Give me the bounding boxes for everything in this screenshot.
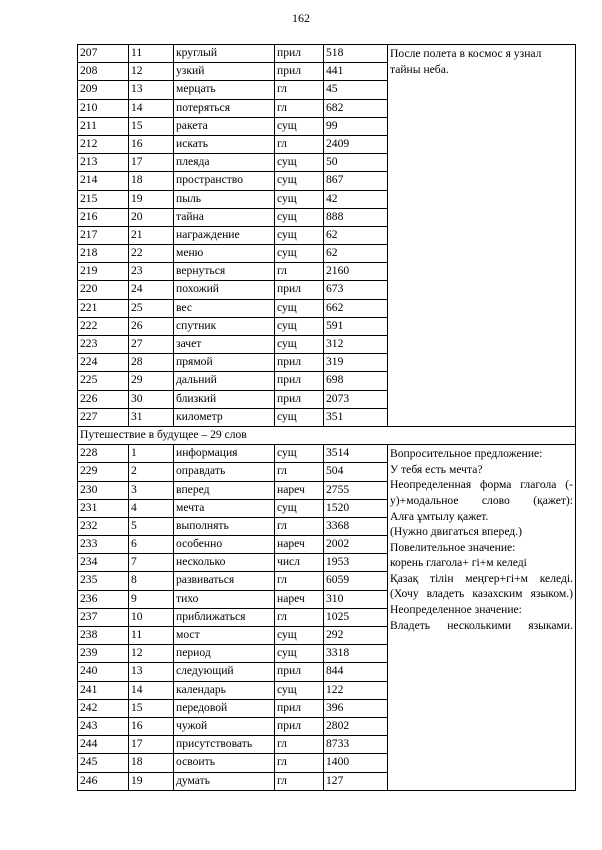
grammar-note-line: Вопросительное предложение: (390, 447, 543, 461)
grammar-note-line: (Нужно двигаться вперед.) (390, 525, 522, 539)
grammar-note-line: Повелительное значение: (390, 540, 516, 554)
frequency-cell: 2002 (324, 536, 388, 554)
part-of-speech-cell: сущ (275, 299, 324, 317)
frequency-cell: 2160 (324, 263, 388, 281)
lesson-index-cell: 3 (129, 481, 174, 499)
lesson-index-cell: 16 (129, 717, 174, 735)
lesson-index-cell: 7 (129, 554, 174, 572)
row-number-cell: 246 (78, 772, 129, 790)
frequency-cell: 2755 (324, 481, 388, 499)
row-number-cell: 232 (78, 517, 129, 535)
lesson-index-cell: 19 (129, 772, 174, 790)
row-number-cell: 239 (78, 645, 129, 663)
lesson-index-cell: 14 (129, 681, 174, 699)
frequency-cell: 504 (324, 463, 388, 481)
lesson-index-cell: 18 (129, 754, 174, 772)
row-number-cell: 218 (78, 245, 129, 263)
lesson-index-cell: 16 (129, 135, 174, 153)
word-cell: километр (174, 408, 275, 426)
part-of-speech-cell: гл (275, 81, 324, 99)
word-cell: вернуться (174, 263, 275, 281)
word-cell: ракета (174, 117, 275, 135)
part-of-speech-cell: сущ (275, 499, 324, 517)
lesson-index-cell: 2 (129, 463, 174, 481)
part-of-speech-cell: гл (275, 99, 324, 117)
row-number-cell: 211 (78, 117, 129, 135)
frequency-cell: 682 (324, 99, 388, 117)
frequency-cell: 99 (324, 117, 388, 135)
lesson-index-cell: 18 (129, 172, 174, 190)
part-of-speech-cell: прил (275, 699, 324, 717)
lesson-index-cell: 29 (129, 372, 174, 390)
row-number-cell: 242 (78, 699, 129, 717)
word-cell: информация (174, 445, 275, 463)
word-cell: зачет (174, 336, 275, 354)
frequency-cell: 292 (324, 627, 388, 645)
word-cell: близкий (174, 390, 275, 408)
row-number-cell: 238 (78, 627, 129, 645)
lesson-index-cell: 21 (129, 226, 174, 244)
lesson-index-cell: 11 (129, 627, 174, 645)
lesson-index-cell: 22 (129, 245, 174, 263)
frequency-cell: 351 (324, 408, 388, 426)
lesson-index-cell: 24 (129, 281, 174, 299)
row-number-cell: 221 (78, 299, 129, 317)
word-cell: мерцать (174, 81, 275, 99)
lesson-index-cell: 15 (129, 699, 174, 717)
lesson-index-cell: 20 (129, 208, 174, 226)
row-number-cell: 230 (78, 481, 129, 499)
lesson-index-cell: 12 (129, 63, 174, 81)
row-number-cell: 236 (78, 590, 129, 608)
grammar-note-line: У тебя есть мечта? (390, 462, 483, 476)
frequency-cell: 673 (324, 281, 388, 299)
part-of-speech-cell: сущ (275, 336, 324, 354)
frequency-cell: 591 (324, 317, 388, 335)
lesson-index-cell: 1 (129, 445, 174, 463)
lesson-index-cell: 13 (129, 663, 174, 681)
frequency-cell: 1520 (324, 499, 388, 517)
part-of-speech-cell: числ (275, 554, 324, 572)
word-cell: узкий (174, 63, 275, 81)
frequency-cell: 312 (324, 336, 388, 354)
table-row (78, 445, 576, 463)
row-number-cell: 214 (78, 172, 129, 190)
vocabulary-table (77, 44, 576, 791)
part-of-speech-cell: сущ (275, 645, 324, 663)
frequency-cell: 662 (324, 299, 388, 317)
frequency-cell: 441 (324, 63, 388, 81)
frequency-cell: 127 (324, 772, 388, 790)
word-cell: думать (174, 772, 275, 790)
lesson-index-cell: 30 (129, 390, 174, 408)
word-cell: прямой (174, 354, 275, 372)
word-cell: пыль (174, 190, 275, 208)
row-number-cell: 222 (78, 317, 129, 335)
part-of-speech-cell: нареч (275, 590, 324, 608)
word-cell: похожий (174, 281, 275, 299)
word-cell: особенно (174, 536, 275, 554)
frequency-cell: 2409 (324, 135, 388, 153)
grammar-note-line: корень глагола+ гі+м келеді (390, 556, 527, 570)
part-of-speech-cell: прил (275, 390, 324, 408)
part-of-speech-cell: сущ (275, 226, 324, 244)
word-cell: выполнять (174, 517, 275, 535)
row-number-cell: 212 (78, 135, 129, 153)
frequency-cell: 3368 (324, 517, 388, 535)
frequency-cell: 42 (324, 190, 388, 208)
row-number-cell: 234 (78, 554, 129, 572)
frequency-cell: 1953 (324, 554, 388, 572)
word-cell: вес (174, 299, 275, 317)
part-of-speech-cell: нареч (275, 536, 324, 554)
frequency-cell: 2802 (324, 717, 388, 735)
word-cell: чужой (174, 717, 275, 735)
part-of-speech-cell: нареч (275, 481, 324, 499)
row-number-cell: 224 (78, 354, 129, 372)
frequency-cell: 3318 (324, 645, 388, 663)
word-cell: вперед (174, 481, 275, 499)
word-cell: дальний (174, 372, 275, 390)
part-of-speech-cell: гл (275, 608, 324, 626)
row-number-cell: 215 (78, 190, 129, 208)
word-cell: круглый (174, 45, 275, 63)
part-of-speech-cell: сущ (275, 627, 324, 645)
frequency-cell: 8733 (324, 736, 388, 754)
part-of-speech-cell: сущ (275, 117, 324, 135)
part-of-speech-cell: сущ (275, 208, 324, 226)
row-number-cell: 208 (78, 63, 129, 81)
lesson-index-cell: 14 (129, 99, 174, 117)
frequency-cell: 62 (324, 226, 388, 244)
word-cell: оправдать (174, 463, 275, 481)
lesson-index-cell: 23 (129, 263, 174, 281)
lesson-index-cell: 27 (129, 336, 174, 354)
word-cell: несколько (174, 554, 275, 572)
row-number-cell: 217 (78, 226, 129, 244)
word-cell: искать (174, 135, 275, 153)
part-of-speech-cell: прил (275, 354, 324, 372)
word-cell: плеяда (174, 154, 275, 172)
part-of-speech-cell: сущ (275, 445, 324, 463)
frequency-cell: 888 (324, 208, 388, 226)
frequency-cell: 2073 (324, 390, 388, 408)
part-of-speech-cell: сущ (275, 245, 324, 263)
word-cell: календарь (174, 681, 275, 699)
row-number-cell: 245 (78, 754, 129, 772)
vocabulary-table-body (78, 45, 576, 791)
row-number-cell: 209 (78, 81, 129, 99)
part-of-speech-cell: гл (275, 263, 324, 281)
word-cell: мечта (174, 499, 275, 517)
frequency-cell: 3514 (324, 445, 388, 463)
row-number-cell: 227 (78, 408, 129, 426)
row-number-cell: 235 (78, 572, 129, 590)
part-of-speech-cell: гл (275, 754, 324, 772)
lesson-index-cell: 25 (129, 299, 174, 317)
frequency-cell: 50 (324, 154, 388, 172)
grammar-note-cell (388, 445, 576, 791)
row-number-cell: 207 (78, 45, 129, 63)
part-of-speech-cell: сущ (275, 317, 324, 335)
lesson-index-cell: 13 (129, 81, 174, 99)
table-row (78, 45, 576, 63)
part-of-speech-cell: прил (275, 45, 324, 63)
part-of-speech-cell: гл (275, 135, 324, 153)
lesson-index-cell: 12 (129, 645, 174, 663)
lesson-index-cell: 8 (129, 572, 174, 590)
word-cell: освоить (174, 754, 275, 772)
row-number-cell: 229 (78, 463, 129, 481)
part-of-speech-cell: гл (275, 736, 324, 754)
row-number-cell: 213 (78, 154, 129, 172)
lesson-index-cell: 31 (129, 408, 174, 426)
row-number-cell: 225 (78, 372, 129, 390)
row-number-cell: 231 (78, 499, 129, 517)
row-number-cell: 220 (78, 281, 129, 299)
word-cell: следующий (174, 663, 275, 681)
part-of-speech-cell: гл (275, 772, 324, 790)
row-number-cell: 219 (78, 263, 129, 281)
part-of-speech-cell: прил (275, 717, 324, 735)
part-of-speech-cell: гл (275, 517, 324, 535)
grammar-note-line: Владеть несколькими языками. (390, 618, 573, 632)
part-of-speech-cell: сущ (275, 408, 324, 426)
lesson-index-cell: 6 (129, 536, 174, 554)
row-number-cell: 243 (78, 717, 129, 735)
example-sentence: После полета в космос я узнал тайны неба. (390, 47, 542, 76)
word-cell: мост (174, 627, 275, 645)
word-cell: спутник (174, 317, 275, 335)
frequency-cell: 122 (324, 681, 388, 699)
part-of-speech-cell: сущ (275, 154, 324, 172)
word-cell: награждение (174, 226, 275, 244)
word-cell: меню (174, 245, 275, 263)
frequency-cell: 62 (324, 245, 388, 263)
part-of-speech-cell: прил (275, 281, 324, 299)
row-number-cell: 223 (78, 336, 129, 354)
row-number-cell: 240 (78, 663, 129, 681)
lesson-index-cell: 11 (129, 45, 174, 63)
row-number-cell: 216 (78, 208, 129, 226)
word-cell: развиваться (174, 572, 275, 590)
lesson-index-cell: 26 (129, 317, 174, 335)
frequency-cell: 1025 (324, 608, 388, 626)
page-number: 162 (292, 11, 310, 25)
part-of-speech-cell: прил (275, 663, 324, 681)
row-number-cell: 228 (78, 445, 129, 463)
part-of-speech-cell: гл (275, 572, 324, 590)
word-cell: потеряться (174, 99, 275, 117)
grammar-note-line: Неопределенное значение: (390, 603, 522, 617)
lesson-index-cell: 10 (129, 608, 174, 626)
grammar-note-line: Қазақ тілін меңгер+гі+м келеді. (390, 571, 573, 585)
frequency-cell: 45 (324, 81, 388, 99)
section-title: Путешествие в будущее – 29 слов (78, 426, 576, 444)
lesson-index-cell: 17 (129, 154, 174, 172)
row-number-cell: 233 (78, 536, 129, 554)
frequency-cell: 396 (324, 699, 388, 717)
lesson-index-cell: 5 (129, 517, 174, 535)
section-title-row (78, 426, 576, 444)
lesson-index-cell: 15 (129, 117, 174, 135)
frequency-cell: 310 (324, 590, 388, 608)
lesson-index-cell: 19 (129, 190, 174, 208)
part-of-speech-cell: гл (275, 463, 324, 481)
lesson-index-cell: 28 (129, 354, 174, 372)
part-of-speech-cell: прил (275, 372, 324, 390)
lesson-index-cell: 9 (129, 590, 174, 608)
frequency-cell: 867 (324, 172, 388, 190)
row-number-cell: 241 (78, 681, 129, 699)
frequency-cell: 1400 (324, 754, 388, 772)
row-number-cell: 226 (78, 390, 129, 408)
row-number-cell: 210 (78, 99, 129, 117)
row-number-cell: 244 (78, 736, 129, 754)
part-of-speech-cell: прил (275, 63, 324, 81)
frequency-cell: 698 (324, 372, 388, 390)
grammar-note-cell (388, 45, 576, 427)
word-cell: приближаться (174, 608, 275, 626)
part-of-speech-cell: сущ (275, 172, 324, 190)
word-cell: тихо (174, 590, 275, 608)
frequency-cell: 319 (324, 354, 388, 372)
row-number-cell: 237 (78, 608, 129, 626)
word-cell: присутствовать (174, 736, 275, 754)
word-cell: тайна (174, 208, 275, 226)
grammar-note-line: Неопределенная форма глагола (-у)+модальное слово (қажет): (390, 478, 573, 507)
grammar-note-line: Алға ұмтылу қажет. (390, 509, 489, 523)
grammar-note-line: (Хочу владеть казахским языком.) (390, 587, 573, 601)
frequency-cell: 6059 (324, 572, 388, 590)
frequency-cell: 844 (324, 663, 388, 681)
word-cell: передовой (174, 699, 275, 717)
lesson-index-cell: 4 (129, 499, 174, 517)
frequency-cell: 518 (324, 45, 388, 63)
word-cell: период (174, 645, 275, 663)
word-cell: пространство (174, 172, 275, 190)
part-of-speech-cell: сущ (275, 681, 324, 699)
lesson-index-cell: 17 (129, 736, 174, 754)
part-of-speech-cell: сущ (275, 190, 324, 208)
